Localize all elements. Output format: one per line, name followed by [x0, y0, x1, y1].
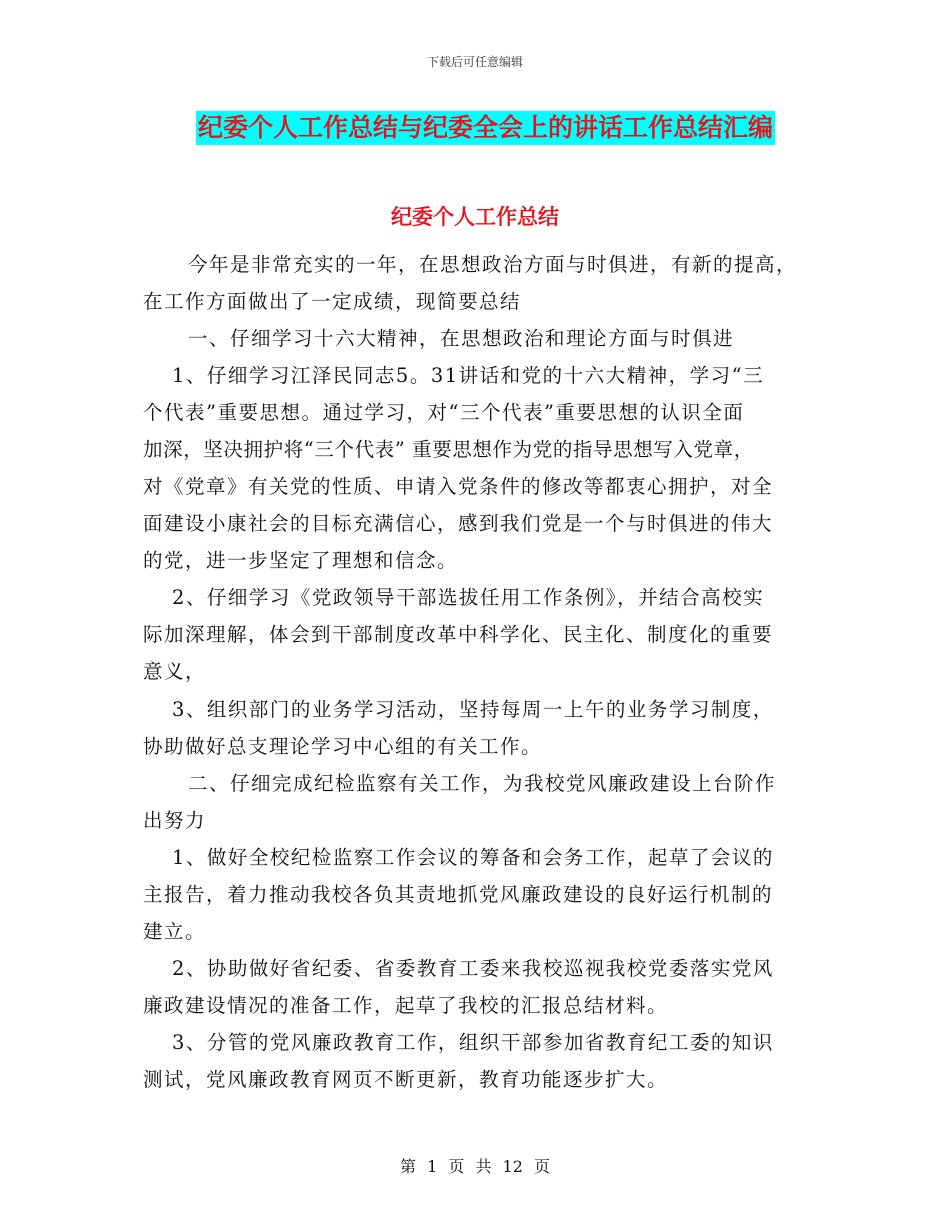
paragraph-line: 出努力	[143, 809, 207, 832]
paragraph-line: 际加深理解，体会到干部制度改革中科学化、民主化、制度化的重要	[143, 623, 774, 646]
paragraph-line: 面建设小康社会的目标充满信心，感到我们党是一个与时俱进的伟大	[143, 512, 774, 535]
paragraph-line: 3、分管的党风廉政教育工作，组织干部参加省教育纪工委的知识	[172, 1031, 774, 1054]
paragraph-line: 1、做好全校纪检监察工作会议的筹备和会务工作，起草了会议的	[172, 846, 774, 869]
paragraph-line: 廉政建设情况的准备工作，起草了我校的汇报总结材料。	[143, 994, 669, 1017]
paragraph-line: 对《党章》有关党的性质、申请入党条件的修改等都衷心拥护，对全	[143, 475, 774, 498]
paragraph-line: 协助做好总支理论学习中心组的有关工作。	[143, 735, 543, 758]
paragraph-line: 一、仔细学习十六大精神，在思想政治和理论方面与时俱进	[188, 327, 735, 350]
paragraph-line: 测试，党风廉政教育网页不断更新，教育功能逐步扩大。	[143, 1068, 669, 1091]
paragraph-line: 主报告，着力推动我校各负其责地抓党风廉政建设的良好运行机制的	[143, 883, 774, 906]
paragraph-line: 意义，	[143, 660, 207, 683]
header-note: 下载后可任意编辑	[426, 55, 523, 69]
paragraph-line: 在工作方面做出了一定成绩，现简要总结	[143, 290, 522, 313]
page-footer: 第 1 页 共 12 页	[400, 1157, 550, 1176]
paragraph-line: 建立。	[143, 920, 207, 943]
paragraph-line: 的党，进一步坚定了理想和信念。	[143, 549, 459, 572]
paragraph-line: 2、协助做好省纪委、省委教育工委来我校巡视我校党委落实党风	[172, 957, 774, 980]
paragraph-line: 二、仔细完成纪检监察有关工作，为我校党风廉政建设上台阶作	[188, 772, 777, 795]
paragraph-line: 3、组织部门的业务学习活动，坚持每周一上午的业务学习制度，	[172, 698, 774, 721]
paragraph-line: 个代表”重要思想。通过学习，对“三个代表”重要思想的认识全面	[143, 401, 745, 424]
paragraph-line: 加深，坚决拥护将“三个代表” 重要思想作为党的指导思想写入党章，	[143, 438, 754, 461]
paragraph-line: 2、仔细学习《党政领导干部选拔任用工作条例》，并结合高校实	[172, 586, 765, 609]
paragraph-line: 1、仔细学习江泽民同志5。31讲话和党的十六大精神，学习“三	[172, 364, 765, 387]
paragraph-line: 今年是非常充实的一年，在思想政治方面与时俱进，有新的提高，	[188, 253, 798, 276]
section-title: 纪委个人工作总结	[391, 205, 559, 229]
main-title: 纪委个人工作总结与纪委全会上的讲话工作总结汇编	[196, 111, 775, 145]
